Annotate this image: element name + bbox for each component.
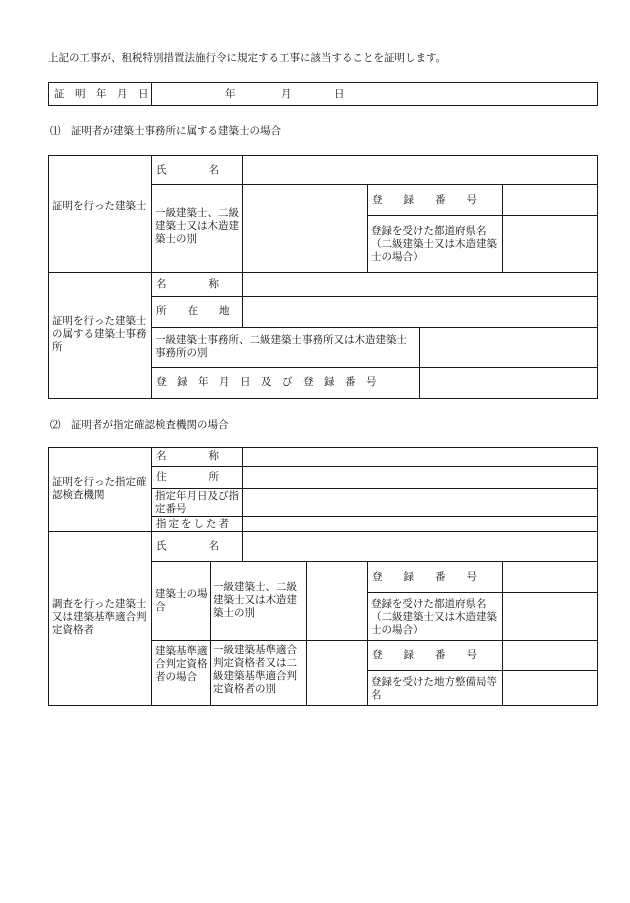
date-label: 証 明 年 月 日 bbox=[54, 88, 149, 100]
s2-designator-label: 指定をした者 bbox=[156, 518, 231, 530]
s2-agency-label: 証明を行った指定確認検査機関 bbox=[52, 476, 147, 501]
s1-architect-label: 証明を行った建築士 bbox=[52, 200, 147, 212]
date-year: 年 bbox=[225, 88, 236, 100]
s1-office-label: 証明を行った建築士の属する建築士事務所 bbox=[52, 315, 147, 353]
s1-office-location-label: 所 在 地 bbox=[156, 305, 230, 317]
s2-investigator-label: 調査を行った建築士又は建築基準適合判定資格者 bbox=[52, 598, 147, 636]
s1-office-kind-label: 一級建築士事務所、二級建築士事務所又は木造建築士事務所の別 bbox=[155, 334, 407, 359]
s2-architect-kind: 一級建築士、二級建築士又は木造建築士の別 bbox=[213, 581, 297, 619]
date-day: 日 bbox=[334, 88, 345, 100]
s1-kind-label: 一級建築士、二級建築士又は木造建築士の別 bbox=[155, 207, 239, 245]
s1-name-label: 氏 名 bbox=[156, 164, 219, 176]
s2-architect-case: 建築士の場合 bbox=[155, 588, 208, 613]
s2-agency-address-label: 住 所 bbox=[156, 471, 219, 483]
s2-designation-label: 指定年月日及び指定番号 bbox=[155, 490, 239, 515]
date-month: 月 bbox=[281, 88, 292, 100]
s1-office-reg-label: 登 録 年 月 日 及 び 登 録 番 号 bbox=[156, 376, 377, 388]
s2-agency-name-label: 名 称 bbox=[156, 450, 219, 462]
section2-heading: ⑵ 証明者が指定確認検査機関の場合 bbox=[50, 419, 229, 431]
s2-architect-pref: 登録を受けた都道府県名（二級建築士又は木造建築士の場合） bbox=[371, 598, 497, 636]
s1-pref-label: 登録を受けた都道府県名（二級建築士又は木造建築士の場合） bbox=[371, 225, 497, 263]
s1-office-name-label: 名 称 bbox=[156, 278, 219, 290]
s2-qualified-case: 建築基準適合判定資格者の場合 bbox=[155, 645, 208, 683]
section1-heading: ⑴ 証明者が建築士事務所に属する建築士の場合 bbox=[50, 125, 281, 137]
s2-qualified-bureau: 登録を受けた地方整備局等名 bbox=[371, 676, 497, 701]
s2-architect-regno: 登 録 番 号 bbox=[372, 571, 477, 583]
s1-regno-label: 登 録 番 号 bbox=[372, 194, 477, 206]
s2-qualified-kind: 一級建築基準適合判定資格者又は二級建築基準適合判定資格者の別 bbox=[213, 644, 297, 695]
intro-text: 上記の工事が、租税特別措置法施行令に規定する工事に該当することを証明します。 bbox=[48, 52, 447, 64]
s2-qualified-regno: 登 録 番 号 bbox=[372, 649, 477, 661]
s2-inv-name-label: 氏 名 bbox=[156, 540, 219, 552]
